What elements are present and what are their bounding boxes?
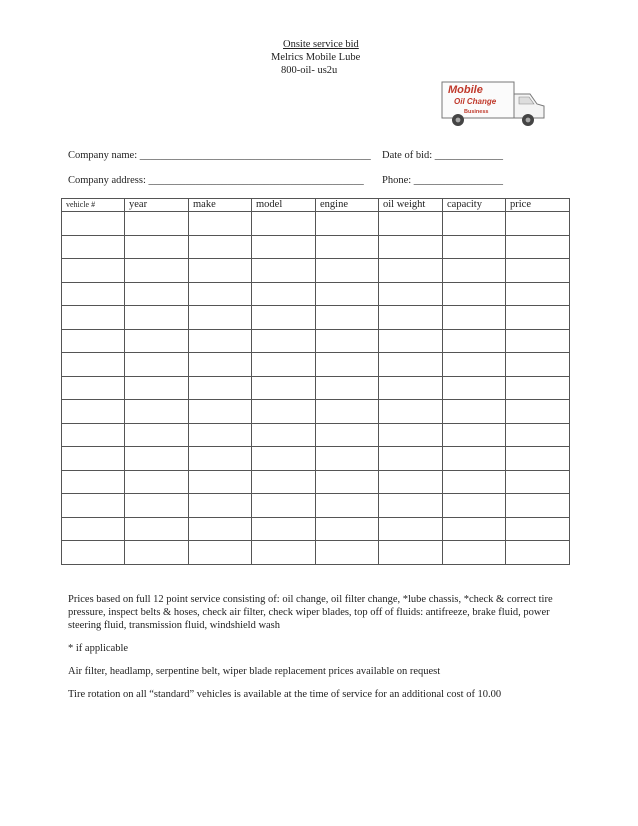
table-cell[interactable] [379,376,443,400]
table-row [62,353,570,377]
table-cell[interactable] [316,376,379,400]
table-row [62,259,570,283]
table-cell[interactable] [62,353,125,377]
table-cell[interactable] [443,423,506,447]
logo-text-oil-change: Oil Change [454,97,497,106]
delivery-truck-logo [440,80,548,128]
table-cell[interactable] [443,494,506,518]
table-cell[interactable] [316,212,379,236]
company-phone: 800-oil- us2u [281,65,338,76]
table-cell[interactable] [443,376,506,400]
table-cell[interactable] [252,400,316,424]
table-cell[interactable] [189,376,252,400]
table-cell[interactable] [189,306,252,330]
table-cell[interactable] [443,400,506,424]
table-cell[interactable] [62,306,125,330]
col-header-vehicle: vehicle # [62,199,125,212]
table-cell[interactable] [316,517,379,541]
table-cell[interactable] [443,306,506,330]
table-cell[interactable] [62,423,125,447]
table-cell[interactable] [379,400,443,424]
table-cell[interactable] [62,259,125,283]
table-row [62,494,570,518]
table-cell[interactable] [189,235,252,259]
table-row [62,212,570,236]
table-cell[interactable] [443,541,506,565]
table-cell[interactable] [125,494,189,518]
table-cell[interactable] [189,541,252,565]
table-cell[interactable] [62,212,125,236]
table-cell[interactable] [62,470,125,494]
table-row [62,306,570,330]
col-header-engine: engine [316,199,379,212]
table-cell[interactable] [379,517,443,541]
table-cell[interactable] [379,353,443,377]
table-row [62,470,570,494]
table-cell[interactable] [125,353,189,377]
table-cell[interactable] [379,447,443,471]
table-cell[interactable] [443,353,506,377]
table-cell[interactable] [379,306,443,330]
table-cell[interactable] [125,259,189,283]
table-cell[interactable] [316,329,379,353]
table-cell[interactable] [125,423,189,447]
table-cell[interactable] [316,259,379,283]
company-name: Melrics Mobile Lube [271,52,361,63]
table-cell[interactable] [189,423,252,447]
table-cell[interactable] [252,376,316,400]
table-cell[interactable] [189,329,252,353]
table-cell[interactable] [189,517,252,541]
phone-field[interactable]: Phone: _________________ [382,175,504,186]
table-cell[interactable] [443,235,506,259]
table-cell[interactable] [443,517,506,541]
table-cell[interactable] [252,517,316,541]
table-cell[interactable] [252,470,316,494]
table-cell[interactable] [189,259,252,283]
table-cell[interactable] [125,517,189,541]
table-cell[interactable] [506,259,570,283]
table-cell[interactable] [506,306,570,330]
vehicle-bid-table [61,198,570,565]
table-cell[interactable] [62,517,125,541]
table-cell[interactable] [252,306,316,330]
table-body [62,212,570,565]
table-cell[interactable] [316,282,379,306]
table-cell[interactable] [379,282,443,306]
service-notes [68,593,558,711]
tire-rotation-note: Tire rotation on all “standard” vehicles is available at the time of service for an additional cost of 10.00 [68,689,502,700]
table-cell[interactable] [189,447,252,471]
table-row [62,541,570,565]
table-cell[interactable] [443,329,506,353]
table-cell[interactable] [125,282,189,306]
table-cell[interactable] [252,353,316,377]
table-cell[interactable] [379,235,443,259]
table-cell[interactable] [62,494,125,518]
table-row [62,447,570,471]
date-of-bid-field[interactable]: Date of bid: _____________ [382,150,504,161]
table-cell[interactable] [506,517,570,541]
table-cell[interactable] [125,541,189,565]
table-cell[interactable] [379,494,443,518]
table-cell[interactable] [316,306,379,330]
table-cell[interactable] [316,541,379,565]
table-cell[interactable] [506,353,570,377]
table-cell[interactable] [252,282,316,306]
table-cell[interactable] [62,541,125,565]
table-cell[interactable] [189,470,252,494]
table-cell[interactable] [62,282,125,306]
table-cell[interactable] [125,470,189,494]
table-cell[interactable] [125,376,189,400]
table-cell[interactable] [189,400,252,424]
table-cell[interactable] [506,541,570,565]
table-cell[interactable] [506,494,570,518]
table-cell[interactable] [189,282,252,306]
table-cell[interactable] [506,212,570,236]
table-row [62,282,570,306]
table-cell[interactable] [125,447,189,471]
table-cell[interactable] [443,282,506,306]
table-header-row [62,199,570,212]
table-cell[interactable] [62,235,125,259]
col-header-price: price [506,199,570,212]
company-name-field[interactable]: Company name: ____________________________________________ [68,150,371,161]
table-cell[interactable] [316,353,379,377]
document-title: Onsite service bid [283,39,359,50]
table-cell[interactable] [125,306,189,330]
table-row [62,400,570,424]
table-row [62,517,570,541]
table-row [62,376,570,400]
table-cell[interactable] [506,400,570,424]
table-cell[interactable] [379,329,443,353]
table-cell[interactable] [506,447,570,471]
table-cell[interactable] [506,282,570,306]
table-cell[interactable] [125,212,189,236]
table-row [62,235,570,259]
col-header-year: year [125,199,189,212]
table-cell[interactable] [316,235,379,259]
table-cell[interactable] [506,329,570,353]
table-cell[interactable] [252,447,316,471]
col-header-oil-weight: oil weight [379,199,443,212]
table-cell[interactable] [125,400,189,424]
table-cell[interactable] [443,470,506,494]
table-cell[interactable] [379,259,443,283]
replacement-prices-note: Air filter, headlamp, serpentine belt, wiper blade replacement prices available on request [68,666,441,677]
logo-text-business: Business [464,109,489,115]
table-cell[interactable] [506,423,570,447]
table-cell[interactable] [189,353,252,377]
table-cell[interactable] [189,494,252,518]
table-cell[interactable] [506,376,570,400]
table-cell[interactable] [443,447,506,471]
table-cell[interactable] [62,329,125,353]
table-cell[interactable] [252,212,316,236]
table-cell[interactable] [62,376,125,400]
table-cell[interactable] [62,447,125,471]
table-cell[interactable] [252,494,316,518]
col-header-make: make [189,199,252,212]
table-cell[interactable] [379,423,443,447]
table-cell[interactable] [252,423,316,447]
logo-text-mobile: Mobile [448,84,483,96]
service-description-note: Prices based on full 12 point service consisting of: oil change, oil filter change, *lube chassis, *check & correct tire pressure, inspect belts & hoses, check air filter, check wiper blades, top off of fluids: antifreeze, brake fluid, power steering fluid, transmission fluid, windshield wash [68,594,553,631]
table-row [62,423,570,447]
table-cell[interactable] [316,400,379,424]
table-cell[interactable] [252,235,316,259]
table-cell[interactable] [443,259,506,283]
table-cell[interactable] [379,541,443,565]
table-cell[interactable] [379,470,443,494]
table-cell[interactable] [252,259,316,283]
table-cell[interactable] [316,470,379,494]
table-cell[interactable] [252,541,316,565]
table-cell[interactable] [125,235,189,259]
table-cell[interactable] [506,470,570,494]
applicable-note: * if applicable [68,643,129,654]
table-cell[interactable] [252,329,316,353]
table-cell[interactable] [316,447,379,471]
table-cell[interactable] [125,329,189,353]
table-cell[interactable] [62,400,125,424]
table-cell[interactable] [316,423,379,447]
table-row [62,329,570,353]
table-cell[interactable] [316,494,379,518]
col-header-model: model [252,199,316,212]
col-header-capacity: capacity [443,199,506,212]
table-cell[interactable] [379,212,443,236]
table-cell[interactable] [189,212,252,236]
company-address-field[interactable]: Company address: _________________________________________ [68,175,364,186]
table-cell[interactable] [506,235,570,259]
table-cell[interactable] [443,212,506,236]
